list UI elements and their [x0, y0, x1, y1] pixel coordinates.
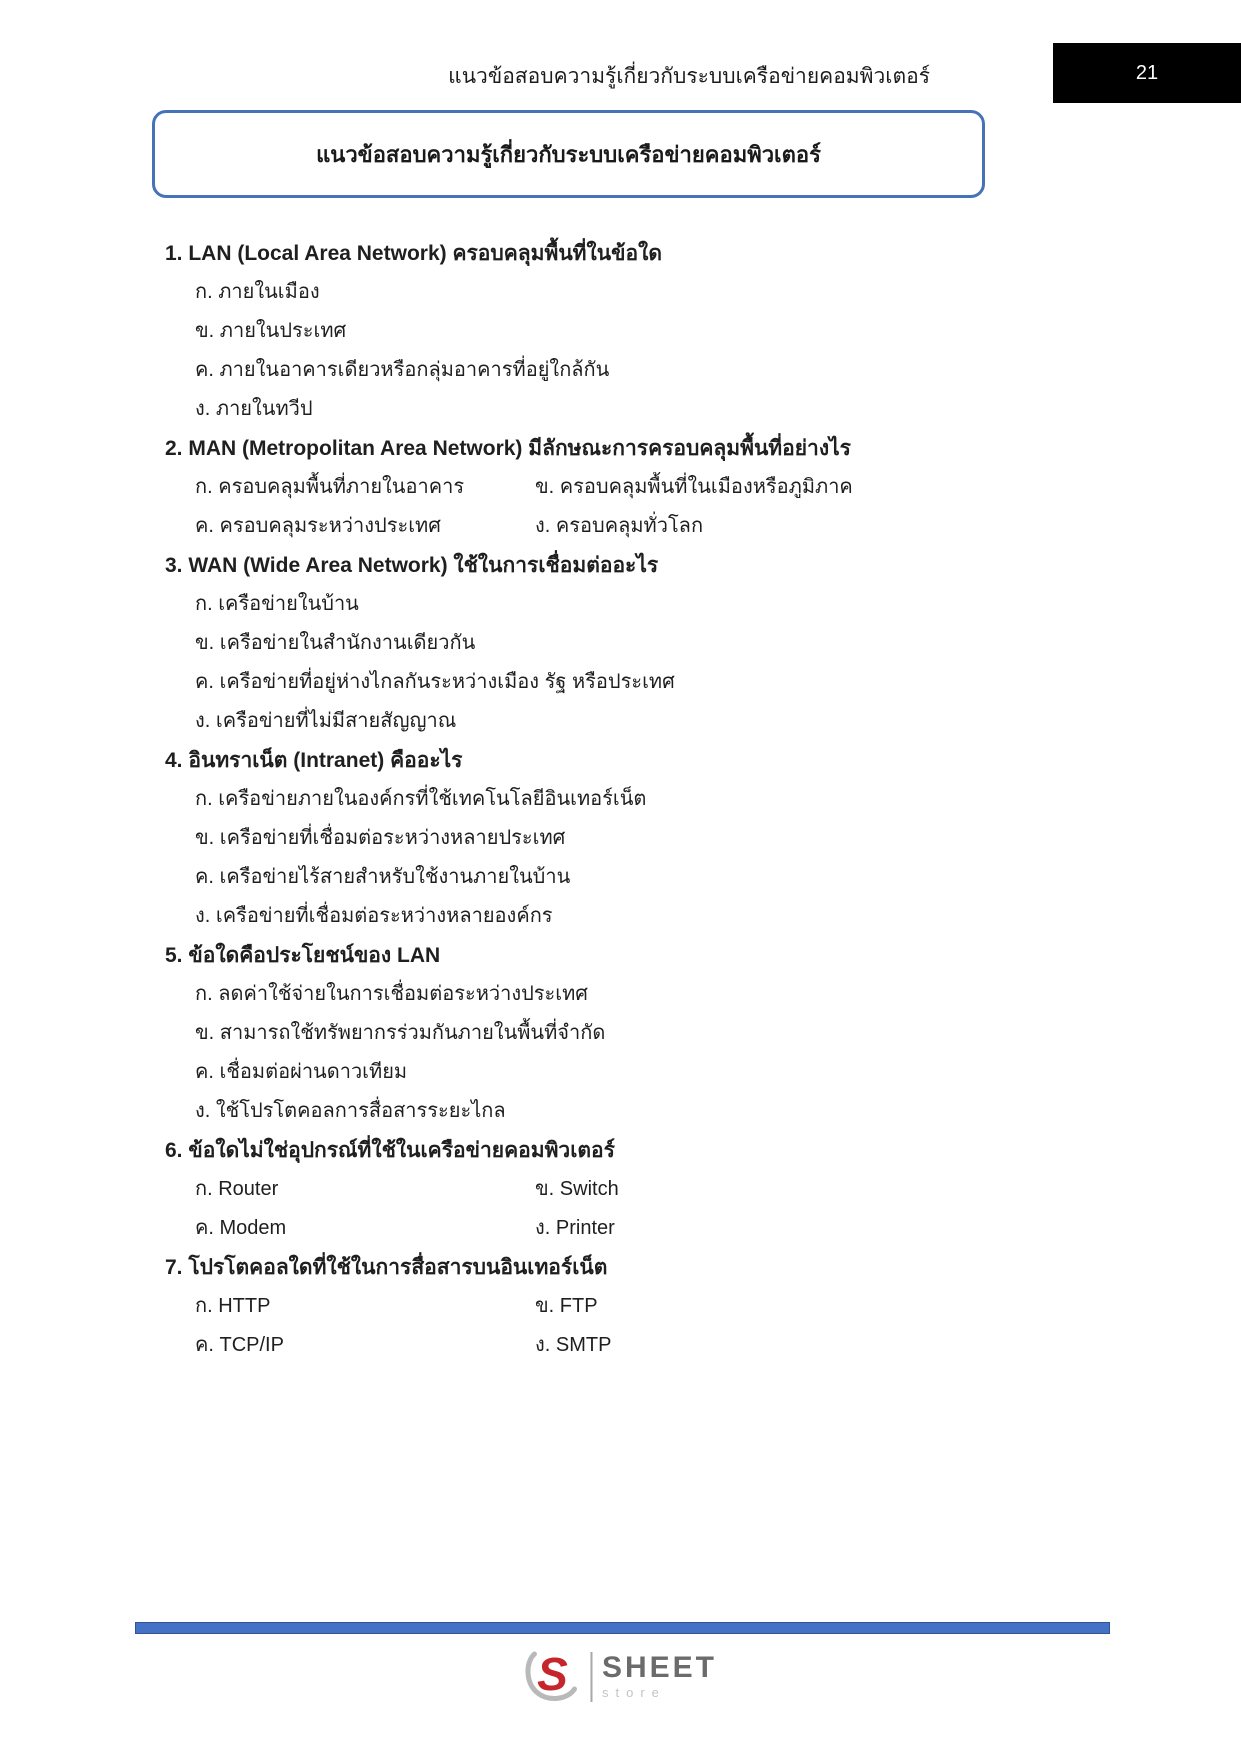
options — [165, 975, 1105, 1131]
option-d: ง. SMTP — [535, 1334, 612, 1356]
option-c: ค. ครอบคลุมระหว่างประเทศ — [195, 515, 441, 537]
header-running-title: แนวข้อสอบความรู้เกี่ยวกับระบบเครือข่ายคอมพิวเตอร์ — [448, 65, 930, 88]
option-d: ง. เครือข่ายที่ไม่มีสายสัญญาณ — [195, 710, 457, 732]
option-b: ข. FTP — [535, 1295, 598, 1317]
page-number-badge — [1053, 43, 1241, 103]
footer-divider-bar — [135, 1622, 1110, 1634]
logo-subtext: store — [601, 1685, 666, 1700]
title-box — [152, 110, 985, 198]
question-block-6 — [165, 1131, 1105, 1248]
option-b: ข. Switch — [535, 1178, 619, 1200]
document-title: แนวข้อสอบความรู้เกี่ยวกับระบบเครือข่ายคอมพิวเตอร์ — [316, 141, 821, 167]
svg-text:S: S — [536, 1648, 568, 1700]
options — [165, 273, 1105, 429]
options — [165, 1287, 1105, 1365]
sheet-store-logo — [524, 1646, 717, 1707]
option-d: ง. ครอบคลุมทั่วโลก — [535, 515, 704, 537]
option-a: ก. Router — [195, 1178, 279, 1200]
question-list — [165, 234, 1105, 1365]
options — [165, 780, 1105, 936]
option-c: ค. ภายในอาคารเดียวหรือกลุ่มอาคารที่อยู่ใกล้กัน — [195, 359, 610, 381]
option-d: ง. Printer — [535, 1217, 615, 1239]
question-text: 7. โปรโตคอลใดที่ใช้ในการสื่อสารบนอินเทอร์เน็ต — [165, 1256, 608, 1279]
question-text: 6. ข้อใดไม่ใช่อุปกรณ์ที่ใช้ในเครือข่ายคอมพิวเตอร์ — [165, 1139, 615, 1162]
logo-divider — [590, 1652, 592, 1702]
option-b: ข. เครือข่ายที่เชื่อมต่อระหว่างหลายประเทศ — [195, 827, 566, 849]
options — [165, 585, 1105, 741]
page-number: 21 — [1135, 61, 1159, 84]
option-a: ก. ครอบคลุมพื้นที่ภายในอาคาร — [195, 476, 465, 498]
question-block-2 — [165, 429, 1105, 546]
option-c: ค. Modem — [195, 1217, 287, 1239]
option-c: ค. เครือข่ายไร้สายสำหรับใช้งานภายในบ้าน — [195, 866, 571, 888]
option-c: ค. เครือข่ายที่อยู่ห่างไกลกันระหว่างเมือง รัฐ หรือประเทศ — [195, 671, 675, 693]
option-a: ก. ภายในเมือง — [195, 281, 320, 303]
options — [165, 1170, 1105, 1248]
option-b: ข. ภายในประเทศ — [195, 320, 347, 342]
option-b: ข. เครือข่ายในสำนักงานเดียวกัน — [195, 632, 476, 654]
question-block-4 — [165, 741, 1105, 936]
option-b: ข. ครอบคลุมพื้นที่ในเมืองหรือภูมิภาค — [535, 476, 853, 498]
option-d: ง. เครือข่ายที่เชื่อมต่อระหว่างหลายองค์กร — [195, 905, 553, 927]
logo-text: SHEET — [601, 1651, 718, 1684]
logo-text-block — [602, 1653, 717, 1700]
question-block-7 — [165, 1248, 1105, 1365]
option-c: ค. TCP/IP — [195, 1334, 284, 1356]
option-d: ง. ใช้โปรโตคอลการสื่อสารระยะไกล — [195, 1100, 506, 1122]
sheet-s-icon — [524, 1646, 580, 1707]
question-block-1 — [165, 234, 1105, 429]
option-a: ก. ลดค่าใช้จ่ายในการเชื่อมต่อระหว่างประเทศ — [195, 983, 588, 1005]
option-a: ก. เครือข่ายภายในองค์กรที่ใช้เทคโนโลยีอินเทอร์เน็ต — [195, 788, 647, 810]
option-a: ก. HTTP — [195, 1295, 271, 1317]
option-c: ค. เชื่อมต่อผ่านดาวเทียม — [195, 1061, 408, 1083]
option-b: ข. สามารถใช้ทรัพยากรร่วมกันภายในพื้นที่จำกัด — [195, 1022, 606, 1044]
option-a: ก. เครือข่ายในบ้าน — [195, 593, 359, 615]
question-text: 3. WAN (Wide Area Network) ใช้ในการเชื่อมต่ออะไร — [165, 554, 659, 577]
question-text: 1. LAN (Local Area Network) ครอบคลุมพื้นที่ในข้อใด — [165, 242, 662, 265]
question-text: 2. MAN (Metropolitan Area Network) มีลักษณะการครอบคลุมพื้นที่อย่างไร — [165, 437, 851, 460]
question-block-5 — [165, 936, 1105, 1131]
options — [165, 468, 1105, 546]
option-d: ง. ภายในทวีป — [195, 398, 313, 420]
question-text: 5. ข้อใดคือประโยชน์ของ LAN — [165, 944, 441, 967]
question-block-3 — [165, 546, 1105, 741]
question-text: 4. อินทราเน็ต (Intranet) คืออะไร — [165, 749, 463, 772]
